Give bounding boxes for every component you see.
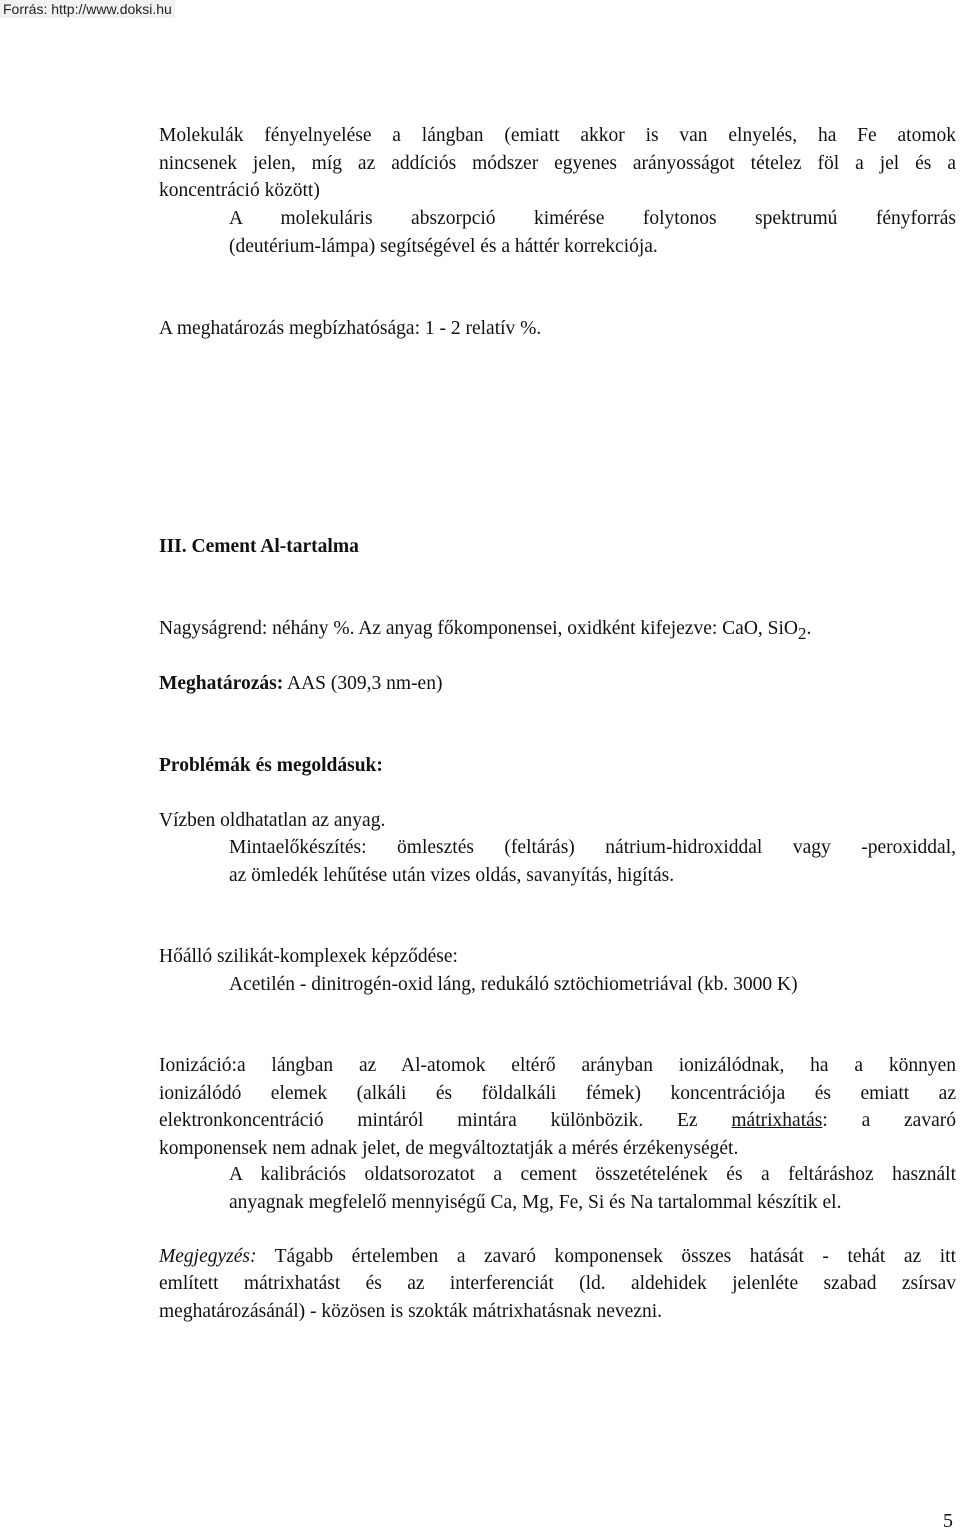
para1-line4: A molekuláris abszorpció kimérése folytonos spektrumú fényforrás (229, 208, 956, 229)
ionization-line4: komponensek nem adnak jelet, de megváltoztatják a mérés érzékenységét. (159, 1138, 739, 1159)
determination-label: Meghatározás: (159, 673, 284, 694)
ionization-line5: A kalibrációs oldatsorozatot a cement összetételének és a feltáráshoz használt (229, 1164, 956, 1185)
ionization-line1: Ionizáció:a lángban az Al-atomok eltérő arányban ionizálódnak, ha a könnyen (159, 1055, 956, 1076)
silicate-line2: Acetilén - dinitrogén-oxid láng, redukáló sztöchiometriával (kb. 3000 K) (229, 974, 798, 995)
insoluble-line3: az ömledék lehűtése után vizes oldás, savanyítás, higítás. (229, 865, 675, 886)
para1-line5: (deutérium-lámpa) segítségével és a háttér korrekciója. (229, 236, 658, 257)
insoluble-line1: Vízben oldhatatlan az anyag. (159, 810, 386, 831)
problems-title: Problémák és megoldásuk: (159, 755, 383, 776)
para1-line3: koncentráció között) (159, 180, 320, 201)
para1-line1: Molekulák fényelnyelése a lángban (emiatt akkor is van elnyelés, ha Fe atomok (159, 125, 956, 146)
note-line3: meghatározásánál) - közösen is szokták mátrixhatásnak nevezni. (159, 1301, 663, 1322)
silicate-line1: Hőálló szilikát-komplexek képződése: (159, 946, 458, 967)
insoluble-line2: Mintaelőkészítés: ömlesztés (feltárás) nátrium-hidroxiddal vagy -peroxiddal, (229, 837, 956, 858)
note-line2: említett mátrixhatást és az interferenciát (ld. aldehidek jelenléte szabad zsírsav (159, 1273, 956, 1294)
source-header: Forrás: http://www.doksi.hu (0, 0, 175, 18)
ionization-line2: ionizálódó elemek (alkáli és földalkáli fémek) koncentrációja és emiatt az (159, 1083, 956, 1104)
matrix-effect-term: mátrixhatás (731, 1110, 823, 1131)
note-line1: Megjegyzés: Tágabb értelemben a zavaró komponensek összes hatását - tehát az itt (159, 1246, 956, 1267)
ionization-line3: elektronkoncentráció mintáról mintára különbözik. Ez mátrixhatás: a zavaró (159, 1110, 956, 1131)
page-number: 5 (943, 1510, 953, 1532)
ionization-line6: anyagnak megfelelő mennyiségű Ca, Mg, Fe, Si és Na tartalommal készítik el. (229, 1192, 842, 1213)
reliability-text: A meghatározás megbízhatósága: 1 - 2 relatív %. (159, 318, 542, 339)
magnitude-text: Nagyságrend: néhány %. Az anyag főkomponensei, oxidként kifejezve: CaO, SiO$_2$. (159, 618, 812, 643)
note-label: Megjegyzés: (159, 1246, 257, 1267)
determination-text: Meghatározás: AAS (309,3 nm-en) (159, 673, 443, 694)
subscript-2: 2 (798, 624, 807, 643)
para1-line2: nincsenek jelen, míg az addíciós módszer egyenes arányosságot tételez föl a jel és a (159, 153, 956, 174)
section-title: III. Cement Al-tartalma (159, 536, 359, 557)
